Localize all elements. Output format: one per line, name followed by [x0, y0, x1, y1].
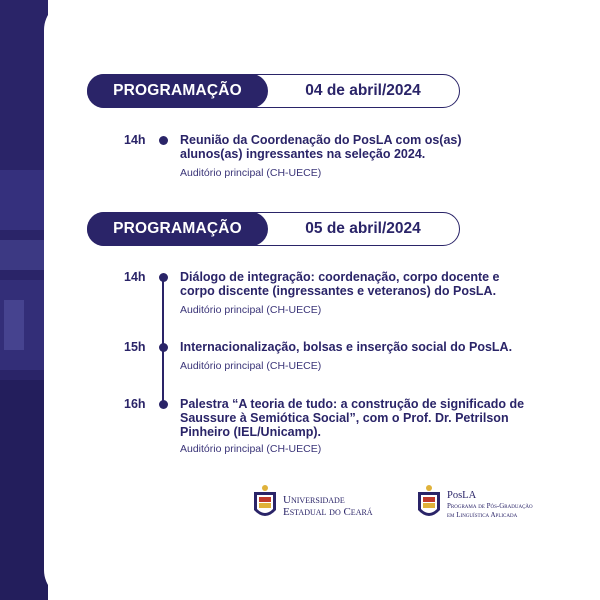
- event-place: Auditório principal (CH-UECE): [180, 167, 322, 179]
- posla-name-line: PosLA: [447, 490, 477, 501]
- schedule-header-day-1: [87, 74, 460, 108]
- event-day1-14h: [124, 133, 564, 183]
- event-place: Auditório principal (CH-UECE): [180, 443, 322, 455]
- event-title-line: corpo discente (ingressantes e veteranos) do PosLA.: [180, 284, 497, 298]
- posla-name: [447, 490, 533, 520]
- event-place: Auditório principal (CH-UECE): [180, 360, 322, 372]
- timeline-dot: [159, 136, 168, 145]
- schedule-header-day-2: [87, 212, 460, 246]
- posla-crest-icon: [416, 484, 442, 524]
- posla-logo: [416, 484, 566, 526]
- uece-name: [283, 494, 373, 518]
- event-time: 15h: [124, 340, 146, 354]
- event-time: 14h: [124, 270, 146, 284]
- uece-name-line: Estadual do Ceará: [283, 506, 373, 518]
- event-title-line: Pinheiro (IEL/Unicamp).: [180, 425, 321, 439]
- event-place: Auditório principal (CH-UECE): [180, 304, 322, 316]
- header-date: 04 de abril/2024: [305, 82, 421, 99]
- event-day2-14h: [124, 270, 564, 320]
- uece-logo: [252, 484, 392, 526]
- posla-name-line: Programa de Pós-Graduação: [447, 502, 533, 510]
- event-title: [180, 340, 560, 354]
- header-date: 05 de abril/2024: [305, 220, 421, 237]
- posla-name-line: em Linguística Aplicada: [447, 511, 518, 519]
- event-title-line: Diálogo de integração: coordenação, corpo docente e: [180, 270, 500, 284]
- timeline-dot: [159, 343, 168, 352]
- header-label: PROGRAMAÇÃO: [87, 74, 268, 108]
- timeline-dot: [159, 400, 168, 409]
- event-time: 16h: [124, 397, 146, 411]
- timeline-dot: [159, 273, 168, 282]
- event-title-line: Reunião da Coordenação do PosLA com os(as): [180, 133, 462, 147]
- event-title-line: alunos(as) ingressantes na seleção 2024.: [180, 147, 426, 161]
- event-day2-16h: [124, 397, 564, 459]
- uece-crest-icon: [252, 484, 278, 524]
- event-day2-15h: [124, 340, 564, 376]
- background-photo-strip: [0, 0, 48, 600]
- event-title: [180, 133, 560, 161]
- header-label: PROGRAMAÇÃO: [87, 212, 268, 246]
- event-title-line: Palestra “A teoria de tudo: a construção de significado de: [180, 397, 525, 411]
- event-title-line: Saussure à Semiótica Social”, com o Prof. Dr. Petrilson: [180, 411, 509, 425]
- uece-name-line: Universidade: [283, 494, 345, 506]
- event-time: 14h: [124, 133, 146, 147]
- event-title: [180, 270, 560, 298]
- event-title-line: Internacionalização, bolsas e inserção social do PosLA.: [180, 340, 513, 354]
- event-title: [180, 397, 560, 439]
